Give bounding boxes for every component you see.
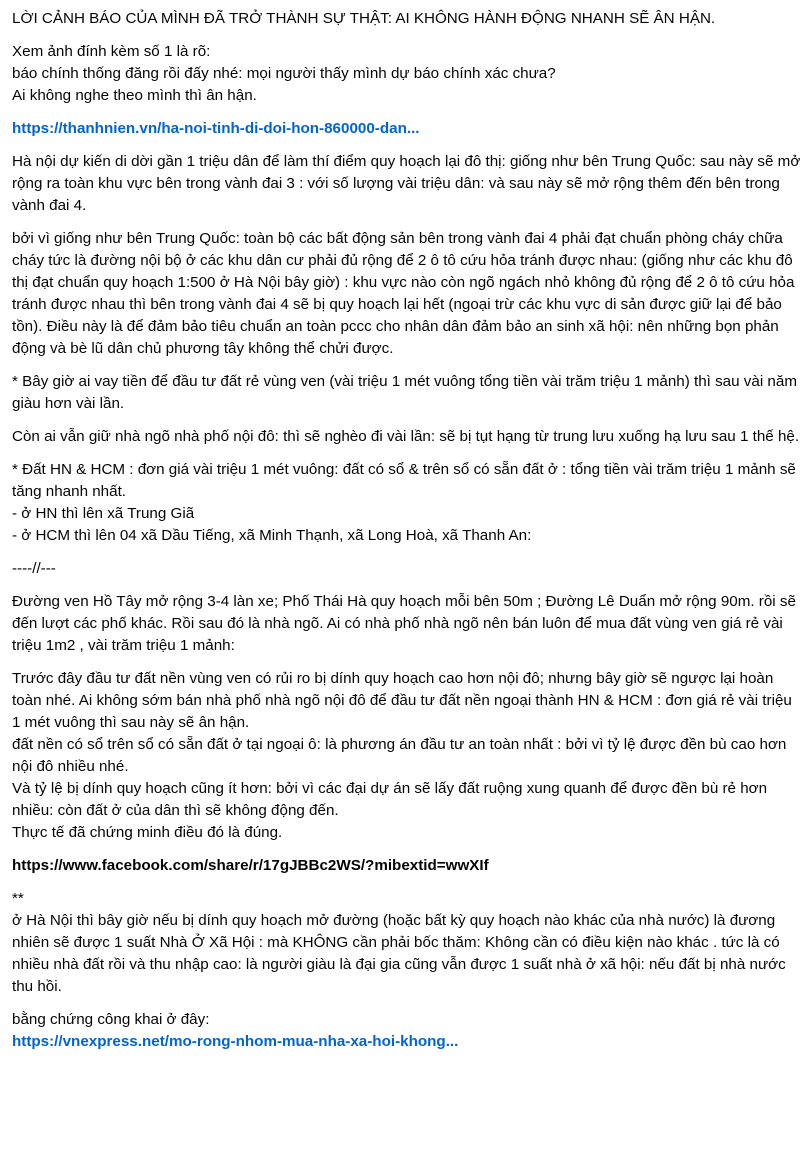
- post-paragraph: * Bây giờ ai vay tiền để đầu tư đất rẻ vùng ven (vài triệu 1 mét vuông tổng tiền vài trăm triệu 1 mảnh) thì sau vài năm giàu hơn vài lần.: [12, 373, 797, 412]
- post-paragraph: bởi vì giống như bên Trung Quốc: toàn bộ các bất động sản bên trong vành đai 4 phải đạt chuẩn phòng cháy chữa cháy tức là đường nội bộ ở các khu dân cư phải đủ rộng để 2 ô tô cứu hỏa tránh được nhau: (giống như các khu đô thị đạt chuẩn quy hoạch 1:500 ở Hà Nội bây giờ) : khu vực nào còn ngõ ngách nhỏ không đủ rộng để 2 ô tô cứu hỏa tránh được nhau thì bên trong vành đai 4 sẽ bị quy hoạch lại hết (ngoại trừ các khu vực di sản được giữ lại để bảo tồn). Điều này là để đảm bảo tiêu chuẩn an toàn pccc cho nhân dân đảm bảo an sinh xã hội: nên những bọn phản động và bè lũ dân chủ phương tây không thể chửi được.: [12, 230, 795, 357]
- post-paragraph: ** ở Hà Nội thì bây giờ nếu bị dính quy hoạch mở đường (hoặc bất kỳ quy hoạch nào khác của nhà nước) là đương nhiên sẽ được 1 suất Nhà Ở Xã Hội : mà KHÔNG cần phải bốc thăm: Không cần có điều kiện nào khác . tức là có nhiều nhà đất rồi và thu nhập cao: là người giàu là đại gia cũng vẫn được 1 suất nhà ở xã hội: nếu đất bị nhà nước thu hồi.: [12, 890, 786, 995]
- thanhnien-link[interactable]: https://thanhnien.vn/ha-noi-tinh-di-doi-hon-860000-dan...: [12, 120, 420, 137]
- facebook-share-link[interactable]: https://www.facebook.com/share/r/17gJBBc2WS/?mibextid=wwXIf: [12, 857, 489, 874]
- post-paragraph: Trước đây đầu tư đất nền vùng ven có rủi ro bị dính quy hoạch cao hơn nội đô; nhưng bây giờ sẽ ngược lại hoàn toàn nhé. Ai không sớm bán nhà phố nhà ngõ nội đô để đầu tư đất nền ngoại thành HN & HCM : đơn giá rẻ vài triệu 1 mét vuông thì sau này sẽ ân hận. đất nền có sổ trên sổ có sẵn đất ở tại ngoại ô: là phương án đầu tư an toàn nhất : bởi vì tỷ lệ được đền bù cao hơn nội đô nhiều nhé. Và tỷ lệ bị dính quy hoạch cũng ít hơn: bởi vì các đại dự án sẽ lấy đất ruộng xung quanh để được đền bù rẻ hơn nhiều: còn đất ở của dân thì sẽ không động đến. Thực tế đã chứng minh điều đó là đúng.: [12, 670, 792, 841]
- vnexpress-link[interactable]: https://vnexpress.net/mo-rong-nhom-mua-nha-xa-hoi-khong...: [12, 1033, 459, 1050]
- post-paragraph: * Đất HN & HCM : đơn giá vài triệu 1 mét vuông: đất có sổ & trên sổ có sẵn đất ở : tổng tiền vài trăm triệu 1 mảnh sẽ tăng nhanh nhất. - ở HN thì lên xã Trung Giã - ở HCM thì lên 04 xã Dầu Tiếng, xã Minh Thạnh, xã Long Hoà, xã Thanh An:: [12, 461, 796, 544]
- post-link-paragraph: [12, 855, 802, 877]
- post-body: [12, 8, 802, 1053]
- evidence-label: bằng chứng công khai ở đây:: [12, 1011, 210, 1028]
- post-paragraph: Đường ven Hồ Tây mở rộng 3-4 làn xe; Phố Thái Hà quy hoạch mỗi bên 50m ; Đường Lê Duẩn mở rộng 90m. rồi sẽ đến lượt các phố khác. Rồi sau đó là nhà ngõ. Ai có nhà phố nhà ngõ nên bán luôn để mua đất vùng ven giá rẻ vài triệu 1m2 , vài trăm triệu 1 mảnh:: [12, 593, 796, 654]
- post-headline: LỜI CẢNH BÁO CỦA MÌNH ĐÃ TRỞ THÀNH SỰ THẬT: AI KHÔNG HÀNH ĐỘNG NHANH SẼ ÂN HẬN.: [12, 10, 716, 27]
- post-paragraph: Xem ảnh đính kèm số 1 là rõ: báo chính thống đăng rồi đấy nhé: mọi người thấy mình dự báo chính xác chưa? Ai không nghe theo mình thì ân hận.: [12, 43, 556, 104]
- post-divider-text: ----//---: [12, 560, 56, 577]
- post-paragraph: Hà nội dự kiến di dời gần 1 triệu dân để làm thí điểm quy hoạch lại đô thị: giống như bên Trung Quốc: sau này sẽ mở rộng ra toàn khu vực bên trong vành đai 3 : với số lượng vài triệu dân: và sau này sẽ mở rộng thêm đến bên trong vành đai 4.: [12, 153, 801, 214]
- post-link-paragraph: [12, 118, 802, 140]
- post-paragraph: Còn ai vẫn giữ nhà ngõ nhà phố nội đô: thì sẽ nghèo đi vài lần: sẽ bị tụt hạng từ trung lưu xuống hạ lưu sau 1 thế hệ.: [12, 428, 800, 445]
- post-paragraph: [12, 1009, 802, 1053]
